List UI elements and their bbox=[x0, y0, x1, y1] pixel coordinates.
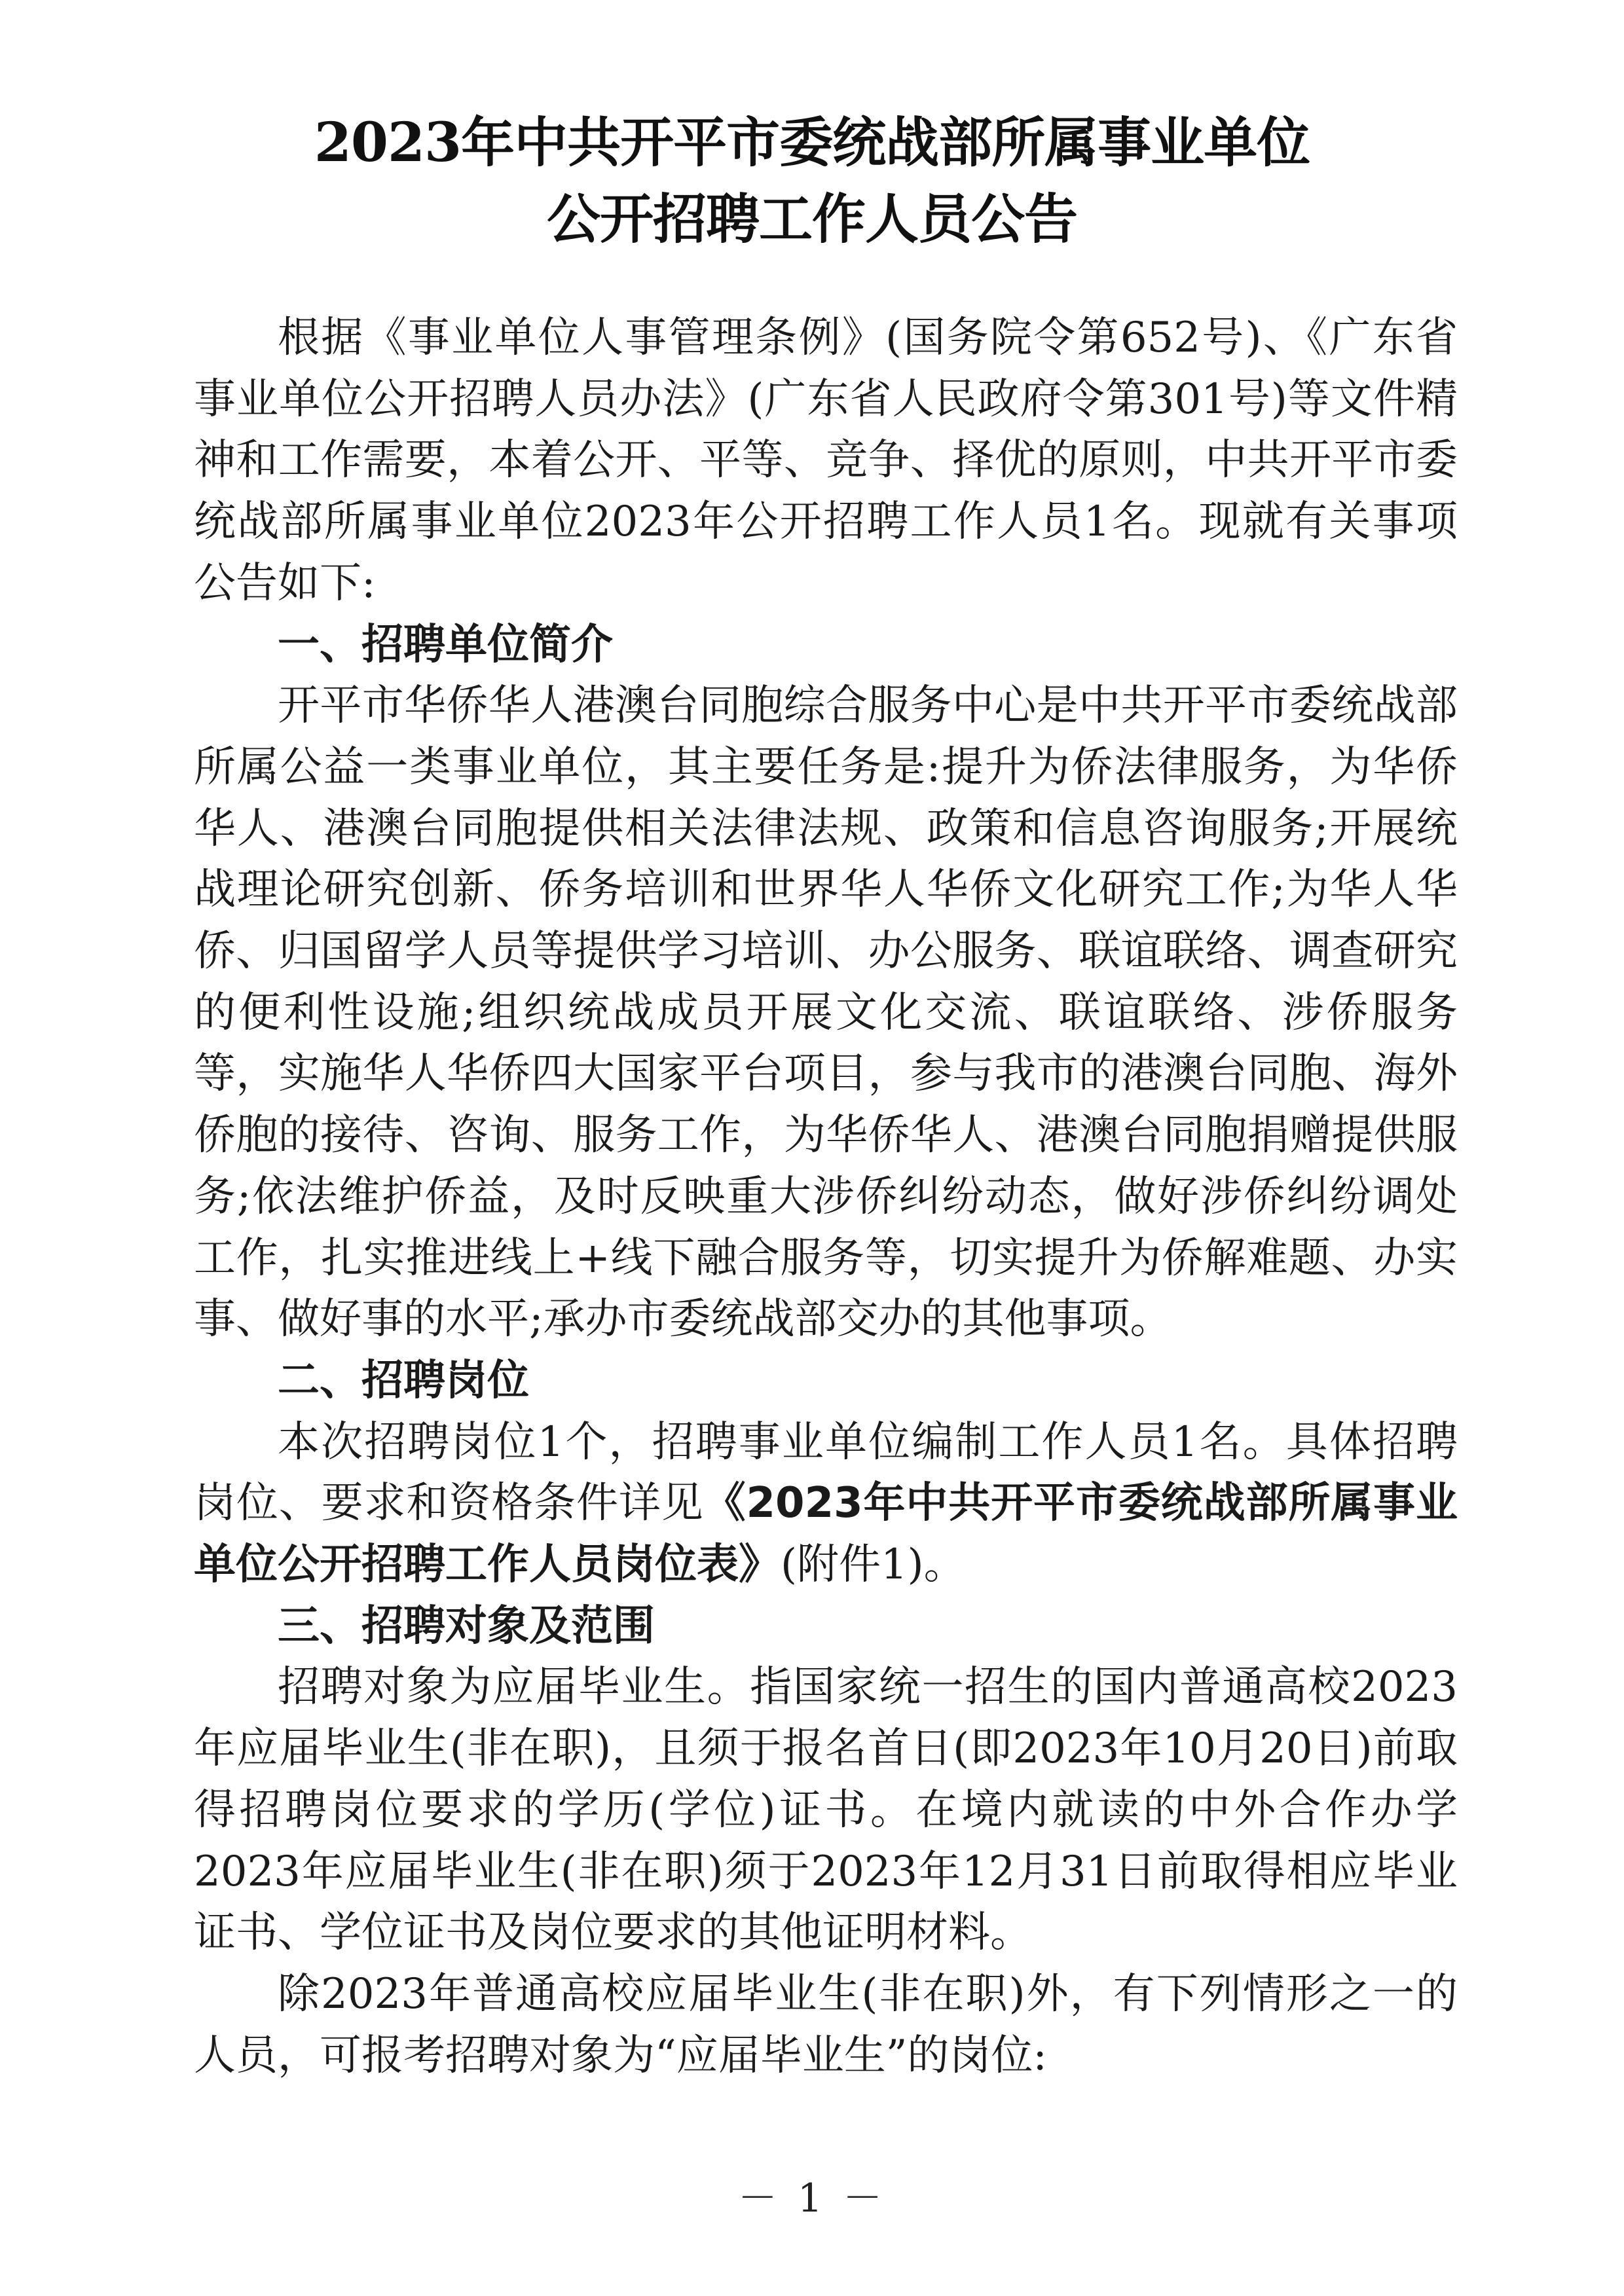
document-title-line1: 2023年中共开平市委统战部所属事业单位 bbox=[314, 111, 1310, 174]
section2-text-before: 本次招聘岗位1个，招聘事业单位编制工作人员1名。具体招聘岗位、要求和资格条件详见 bbox=[194, 1417, 1458, 1528]
position-table-reference: 《2023年中共开平市委统战部所属事业单位公开招聘工作人员岗位表》 bbox=[194, 1479, 1458, 1590]
section1-heading: 一、招聘单位简介 bbox=[278, 620, 613, 669]
section2-heading: 二、招聘岗位 bbox=[278, 1356, 529, 1405]
document-body bbox=[194, 308, 1458, 2086]
section2-text-after: (附件1)。 bbox=[781, 1540, 966, 1590]
section1-paragraph: 开平市华侨华人港澳台同胞综合服务中心是中共开平市委统战部所属公益一类事业单位，其主要任务是:提升为侨法律服务，为华侨华人、港澳台同胞提供相关法律法规、政策和信息咨询服务;开展统战理论研究创新、侨务培训和世界华人华侨文化研究工作;为华人华侨、归国留学人员等提供学习培训、办公服务、联谊联络、调查研究的便利性设施;组织统战成员开展文化交流、联谊联络、涉侨服务等，实施华人华侨四大国家平台项目，参与我市的港澳台同胞、海外侨胞的接待、咨询、服务工作，为华侨华人、港澳台同胞捐赠提供服务;依法维护侨益，及时反映重大涉侨纠纷动态，做好涉侨纠纷调处工作，扎实推进线上+线下融合服务等，切实提升为侨解难题、办实事、做好事的水平;承办市委统战部交办的其他事项。 bbox=[194, 682, 1458, 1344]
section3-paragraph2: 除2023年普通高校应届毕业生(非在职)外，有下列情形之一的人员，可报考招聘对象为“应届毕业生”的岗位: bbox=[194, 1969, 1458, 2080]
section2-paragraph bbox=[194, 1412, 1458, 1596]
section3-paragraph1: 招聘对象为应届毕业生。指国家统一招生的国内普通高校2023年应届毕业生(非在职)，且须于报名首日(即2023年10月20日)前取得招聘岗位要求的学历(学位)证书。在境内就读的中外合作办学2023年应届毕业生(非在职)须于2023年12月31日前取得相应毕业证书、学位证书及岗位要求的其他证明材料。 bbox=[194, 1663, 1458, 1958]
section3-heading: 三、招聘对象及范围 bbox=[278, 1601, 655, 1650]
intro-paragraph: 根据《事业单位人事管理条例》(国务院令第652号)、《广东省事业单位公开招聘人员办法》(广东省人民政府令第301号)等文件精神和工作需要，本着公开、平等、竞争、择优的原则，中共开平市委统战部所属事业单位2023年公开招聘工作人员1名。现就有关事项公告如下: bbox=[194, 314, 1458, 608]
page-number: － 1 － bbox=[737, 2176, 887, 2221]
document-title-line2: 公开招聘工作人员公告 bbox=[546, 188, 1077, 251]
